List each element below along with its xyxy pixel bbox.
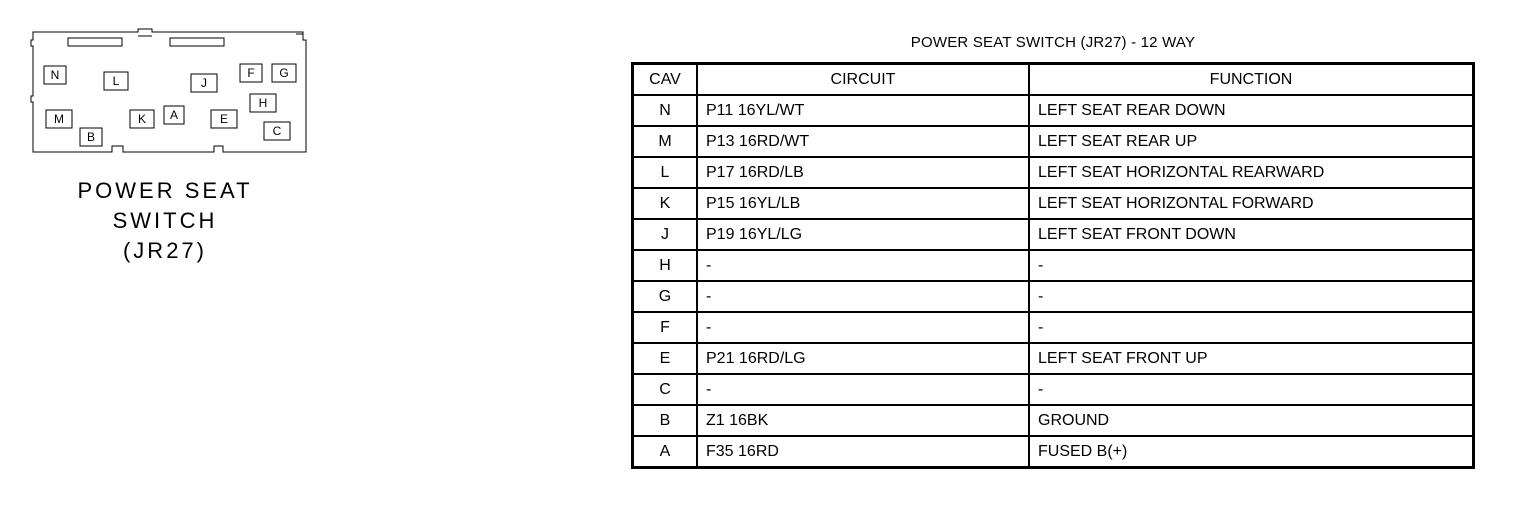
table-row <box>633 219 1474 250</box>
cell-function: - <box>1029 374 1474 405</box>
cell-circuit: P15 16YL/LB <box>697 188 1029 219</box>
connector-face-diagram <box>28 26 310 158</box>
cell-function: LEFT SEAT FRONT UP <box>1029 343 1474 374</box>
connector-caption-line-3: (JR27) <box>122 238 207 263</box>
cavity-C <box>264 122 290 140</box>
connector-outline <box>31 29 306 152</box>
table-row <box>633 374 1474 405</box>
cell-cav: L <box>633 157 698 188</box>
cavity-label: K <box>137 112 147 126</box>
table-row <box>633 95 1474 126</box>
table-row <box>633 343 1474 374</box>
cell-cav: K <box>633 188 698 219</box>
cavity-A <box>164 106 184 124</box>
cell-cav: A <box>633 436 698 468</box>
cell-circuit: - <box>697 281 1029 312</box>
cell-function: FUSED B(+) <box>1029 436 1474 468</box>
connector-caption-line-1: POWER SEAT <box>77 178 253 203</box>
table-row <box>633 157 1474 188</box>
latch-slot-left <box>68 38 122 46</box>
cavity-F <box>240 64 262 82</box>
cavity-label: A <box>169 108 179 122</box>
table-row <box>633 281 1474 312</box>
cavity-label: J <box>201 76 207 90</box>
cell-circuit: - <box>697 312 1029 343</box>
cell-circuit: - <box>697 374 1029 405</box>
cavity-K <box>130 110 154 128</box>
table-row <box>633 188 1474 219</box>
cavity-E <box>211 110 237 128</box>
cavity-G <box>272 64 296 82</box>
cavity-label: C <box>272 124 282 138</box>
cell-cav: F <box>633 312 698 343</box>
cavity-label: M <box>54 112 64 126</box>
cell-function: LEFT SEAT HORIZONTAL REARWARD <box>1029 157 1474 188</box>
cavity-B <box>80 128 102 146</box>
header-cav: CAV <box>633 64 698 96</box>
cavity-label: N <box>50 68 60 82</box>
connector-caption-line-2: SWITCH <box>112 208 218 233</box>
cell-cav: C <box>633 374 698 405</box>
cell-cav: H <box>633 250 698 281</box>
cell-circuit: - <box>697 250 1029 281</box>
cell-function: LEFT SEAT HORIZONTAL FORWARD <box>1029 188 1474 219</box>
cell-function: LEFT SEAT FRONT DOWN <box>1029 219 1474 250</box>
cavity-label: E <box>219 112 229 126</box>
cavity-N <box>44 66 66 84</box>
table-row <box>633 250 1474 281</box>
cell-cav: E <box>633 343 698 374</box>
cell-cav: J <box>633 219 698 250</box>
latch-slot-right <box>170 38 224 46</box>
cell-function: - <box>1029 281 1474 312</box>
cell-cav: N <box>633 95 698 126</box>
cell-circuit: P11 16YL/WT <box>697 95 1029 126</box>
cavity-label: G <box>279 66 289 80</box>
table-row <box>633 312 1474 343</box>
header-function: FUNCTION <box>1029 64 1474 96</box>
cell-cav: B <box>633 405 698 436</box>
table-header-row <box>633 64 1474 96</box>
cavity-M <box>46 110 72 128</box>
cavity-label: F <box>247 66 255 80</box>
cavity-label: H <box>258 96 268 110</box>
cell-function: GROUND <box>1029 405 1474 436</box>
cell-function: - <box>1029 250 1474 281</box>
cell-circuit: P13 16RD/WT <box>697 126 1029 157</box>
table-row <box>633 405 1474 436</box>
cell-circuit: Z1 16BK <box>697 405 1029 436</box>
cell-function: LEFT SEAT REAR DOWN <box>1029 95 1474 126</box>
cell-function: LEFT SEAT REAR UP <box>1029 126 1474 157</box>
cavity-label: B <box>86 130 96 144</box>
cell-circuit: P21 16RD/LG <box>697 343 1029 374</box>
cell-cav: M <box>633 126 698 157</box>
cavity-H <box>250 94 276 112</box>
cell-circuit: F35 16RD <box>697 436 1029 468</box>
cavity-J <box>191 74 217 92</box>
pinout-table <box>631 62 1475 469</box>
header-circuit: CIRCUIT <box>697 64 1029 96</box>
cell-function: - <box>1029 312 1474 343</box>
table-row <box>633 126 1474 157</box>
table-title: POWER SEAT SWITCH (JR27) - 12 WAY <box>910 34 1196 51</box>
cell-circuit: P17 16RD/LB <box>697 157 1029 188</box>
cavity-label: L <box>112 74 120 88</box>
cavity-L <box>104 72 128 90</box>
cell-circuit: P19 16YL/LG <box>697 219 1029 250</box>
table-row <box>633 436 1474 468</box>
cell-cav: G <box>633 281 698 312</box>
